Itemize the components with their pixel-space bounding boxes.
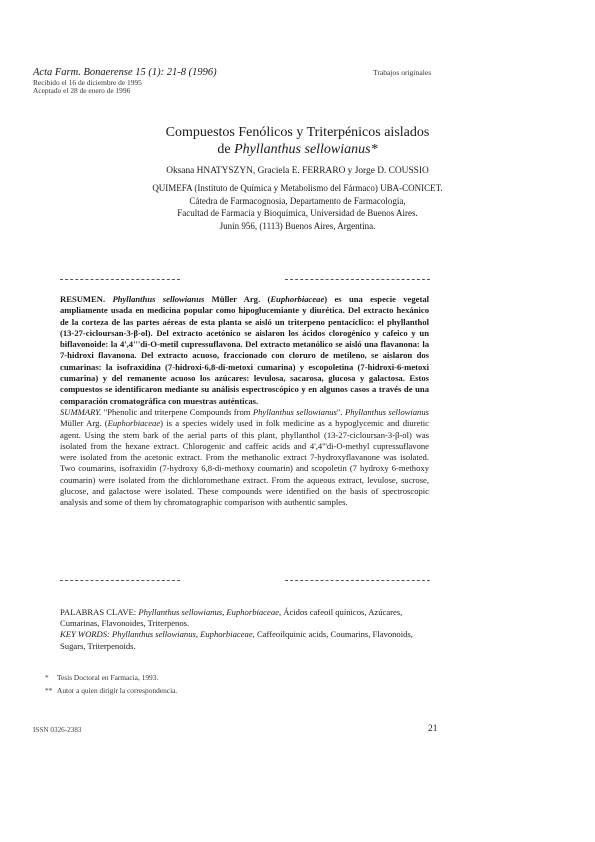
divider-left-top [60, 279, 180, 280]
section-label: Trabajos originales [373, 68, 432, 77]
footnote-text: Tesis Doctoral en Farmacia, 1993. [57, 673, 159, 682]
resumen-paragraph: RESUMEN. Phyllanthus sellowianus Müller Arg. (Euphorbiaceae) es una especie vegetal ampliamente usada en medicina popular como hipoglucemiante y diurética. Del extracto hexánico de la corteza de las partes aéreas de esta planta se aisló un triterpeno pentacíclico: el phyllanthol (13-27-cicloursan-3-β-ol). Del extracto acetónico se aislaron los ácidos clorogénico y cafeico y un biflavonoide: la 4',4'''di-O-metil cupressuflavona. Del extracto metanólico se aisló una flavanona: la 7-hidroxi flavanona. Del extracto acuoso, fraccionado con cloruro de metileno, se aislaron dos cumarinas: la isofraxidina (7-hidroxi-6,8-di-metoxi cumarina) y escopoletina (7-hidroxi-6-metoxi cumarina) y del remanente acuoso los azúcares: levulosa, sacarosa, glucosa y galactosa. Estos compuestos se identificaron mediante su análisis espectroscópico y en algunos casos a través de una comparación cromatográfica con muestras auténticas. [60, 294, 430, 406]
footnote-mark: ** [45, 686, 53, 695]
affiliation [0, 182, 595, 232]
footnote-mark: * [45, 673, 49, 682]
abstract [60, 294, 429, 509]
affiliation-line: Junín 956, (1113) Buenos Aires, Argentina. [219, 220, 376, 231]
title-line-1: Compuestos Fenólicos y Triterpénicos aislados [165, 125, 430, 140]
article-title [0, 124, 595, 158]
divider-right-bottom [285, 580, 430, 581]
title-species: Phyllanthus sellowianus* [234, 142, 378, 157]
divider-right-top [285, 279, 430, 280]
issn: ISSN 0326-2383 [33, 726, 82, 734]
journal-citation: Acta Farm. Bonaerense 15 (1): 21-8 (1996) [33, 67, 217, 78]
page-number: 21 [428, 724, 438, 734]
footnote [45, 686, 177, 695]
author-list: Oksana HNATYSZYN, Graciela E. FERRARO y Jorge D. COUSSIO [166, 166, 429, 176]
keywords-block [60, 607, 429, 652]
key-words: KEY WORDS: Phyllanthus sellowianus, Euphorbiaceae, Caffeoilquinic acids, Coumarins, Flavonoids, Sugars, Triterpenoids. [60, 629, 413, 651]
title-line-2: de Phyllanthus sellowianus* [217, 142, 378, 157]
affiliation-line: QUIMEFA (Instituto de Química y Metabolismo del Fármaco) UBA-CONICET. [152, 183, 443, 193]
received-dates [33, 79, 142, 96]
affiliation-line: Facultad de Farmacia y Bioquímica, Universidad de Buenos Aires. [177, 208, 418, 219]
accepted-date: Aceptado el 28 de enero de 1996 [33, 86, 131, 96]
summary-paragraph: SUMMARY. "Phenolic and triterpene Compounds from Phyllanthus sellowianus". Phyllanthus sellowianus Müller Arg. (Euphorbiaceae) is a species widely used in folk medicine as a hypoglycemic and diuretic agent. Using the stem bark of the aerial parts of this plant, phyllanthol (13-27-cicloursan-3-β-ol) was isolated from the hexane extract. Chlorogenic and caffeic acids and 4',4'''di-O-methyl cupressuflavone were isolated from the acetonic extract. From the methanolic extract 7-hydroxyflavanone was isolated. Two coumarins, isofraxidin (7-hydroxy 6,8-di-methoxy coumarin) and scopoletin (7 hydroxy 6-methoxy coumarin) were isolated from the dichloromethane extract. From the aqueous extract, levulose, sucrose, glucose, and galactose were isolated. These compounds were identified on the basis of spectroscopic analysis and some of them by chromatographic comparison with authentic samples. [60, 406, 429, 508]
divider-left-bottom [60, 580, 180, 581]
received-date: Recibido el 16 de diciembre de 1995 [33, 78, 142, 87]
palabras-clave: PALABRAS CLAVE: Phyllanthus sellowianus, Euphorbiaceae, Ácidos cafeoil quínicos, Azúcares, Cumarinas, Flavonoides, Triterpenos. [60, 607, 403, 629]
footnote [45, 673, 158, 682]
affiliation-line: Cátedra de Farmacognosia, Departamento de Farmacología, [189, 195, 406, 206]
footnote-text: Autor a quien dirigir la correspondencia. [57, 686, 178, 695]
